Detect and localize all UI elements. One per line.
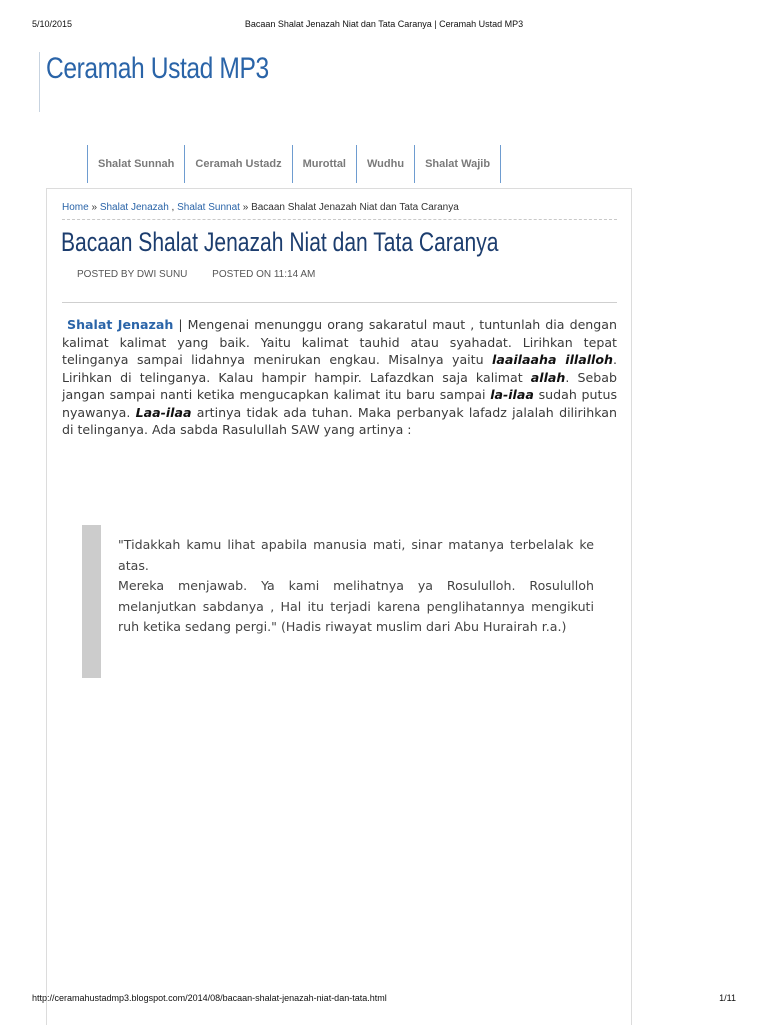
print-page-number: 1/11 <box>719 993 736 1003</box>
hadith-blockquote <box>82 525 594 678</box>
post-title: Bacaan Shalat Jenazah Niat dan Tata Caranya <box>61 227 499 257</box>
nav-item-shalat-sunnah[interactable]: Shalat Sunnah <box>87 145 184 183</box>
body-text: . Sebab jangan sampai nanti ketika mengucapkan kalimat itu baru sampai <box>62 369 617 402</box>
nav-item-wudhu[interactable]: Wudhu <box>356 145 414 183</box>
quote-line: "Tidakkah kamu lihat apabila manusia mati, sinar matanya terbelalak ke atas. <box>118 537 594 573</box>
arabic-term: Laa-ilaa <box>135 404 192 420</box>
keyword-link[interactable]: Shalat Jenazah <box>67 317 174 332</box>
breadcrumb-home-link[interactable]: Home <box>62 202 89 213</box>
arabic-term: la-ilaa <box>490 387 534 402</box>
main-nav <box>87 145 501 183</box>
nav-item-shalat-wajib[interactable]: Shalat Wajib <box>414 145 501 183</box>
body-text: sudah putus nyawanya. <box>62 387 618 420</box>
breadcrumb-separator: » <box>88 202 100 213</box>
arabic-term: allah <box>530 369 566 385</box>
site-title[interactable]: Ceramah Ustad MP3 <box>46 52 269 85</box>
body-text: artinya tidak ada tuhan. Maka perbanyak lafadz jalalah dilirihkan di telinganya. Ada sabda Rasulullah SAW yang artinya : <box>62 404 617 437</box>
breadcrumb-current: Bacaan Shalat Jenazah Niat dan Tata Caranya <box>251 202 459 213</box>
blockquote-bar <box>82 525 101 678</box>
body-text: | Mengenai menunggu orang sakaratul maut , tuntunlah dia dengan kalimat kalimat yang baik. Yaitu kalimat tauhid atau syahadat. Lirihkan tepat telinganya sampai lidahnya menirukan engkau. Misalnya yaitu <box>62 317 617 367</box>
print-url: http://ceramahustadmp3.blogspot.com/2014/08/bacaan-shalat-jenazah-niat-dan-tata.html <box>32 993 387 1003</box>
breadcrumb <box>62 202 617 220</box>
breadcrumb-category-link[interactable]: Shalat Sunnat <box>177 202 240 213</box>
post-container <box>46 188 632 1025</box>
print-footer <box>32 993 736 1007</box>
quote-line: Mereka menjawab. Ya kami melihatnya ya Rosululloh. Rosululloh melanjutkan sabdanya , Hal itu terjadi karena penglihatannya mengikuti ruh ketika sedang pergi." (Hadis riwayat muslim dari Abu Hurairah r.a.) <box>118 578 594 634</box>
arabic-term: laailaaha illalloh <box>492 352 613 367</box>
header-divider <box>39 52 40 112</box>
breadcrumb-comma: , <box>168 202 178 213</box>
post-meta <box>77 269 337 280</box>
nav-item-ceramah-ustadz[interactable]: Ceramah Ustadz <box>184 145 291 183</box>
print-header <box>32 19 736 33</box>
blockquote-text <box>118 535 594 638</box>
breadcrumb-category-link[interactable]: Shalat Jenazah <box>99 202 169 213</box>
print-page-title: Bacaan Shalat Jenazah Niat dan Tata Caranya | Ceramah Ustad MP3 <box>244 19 524 29</box>
body-text: . Lirihkan di telinganya. Kalau hampir hampir. Lafazdkan saja kalimat <box>62 352 617 385</box>
post-time: POSTED ON 11:14 AM <box>212 269 316 280</box>
post-author: POSTED BY DWI SUNU <box>77 269 188 280</box>
nav-item-murottal[interactable]: Murottal <box>292 145 356 183</box>
print-date: 5/10/2015 <box>32 19 73 29</box>
breadcrumb-separator: » <box>239 202 252 213</box>
post-body <box>62 316 617 439</box>
meta-divider <box>62 302 617 303</box>
